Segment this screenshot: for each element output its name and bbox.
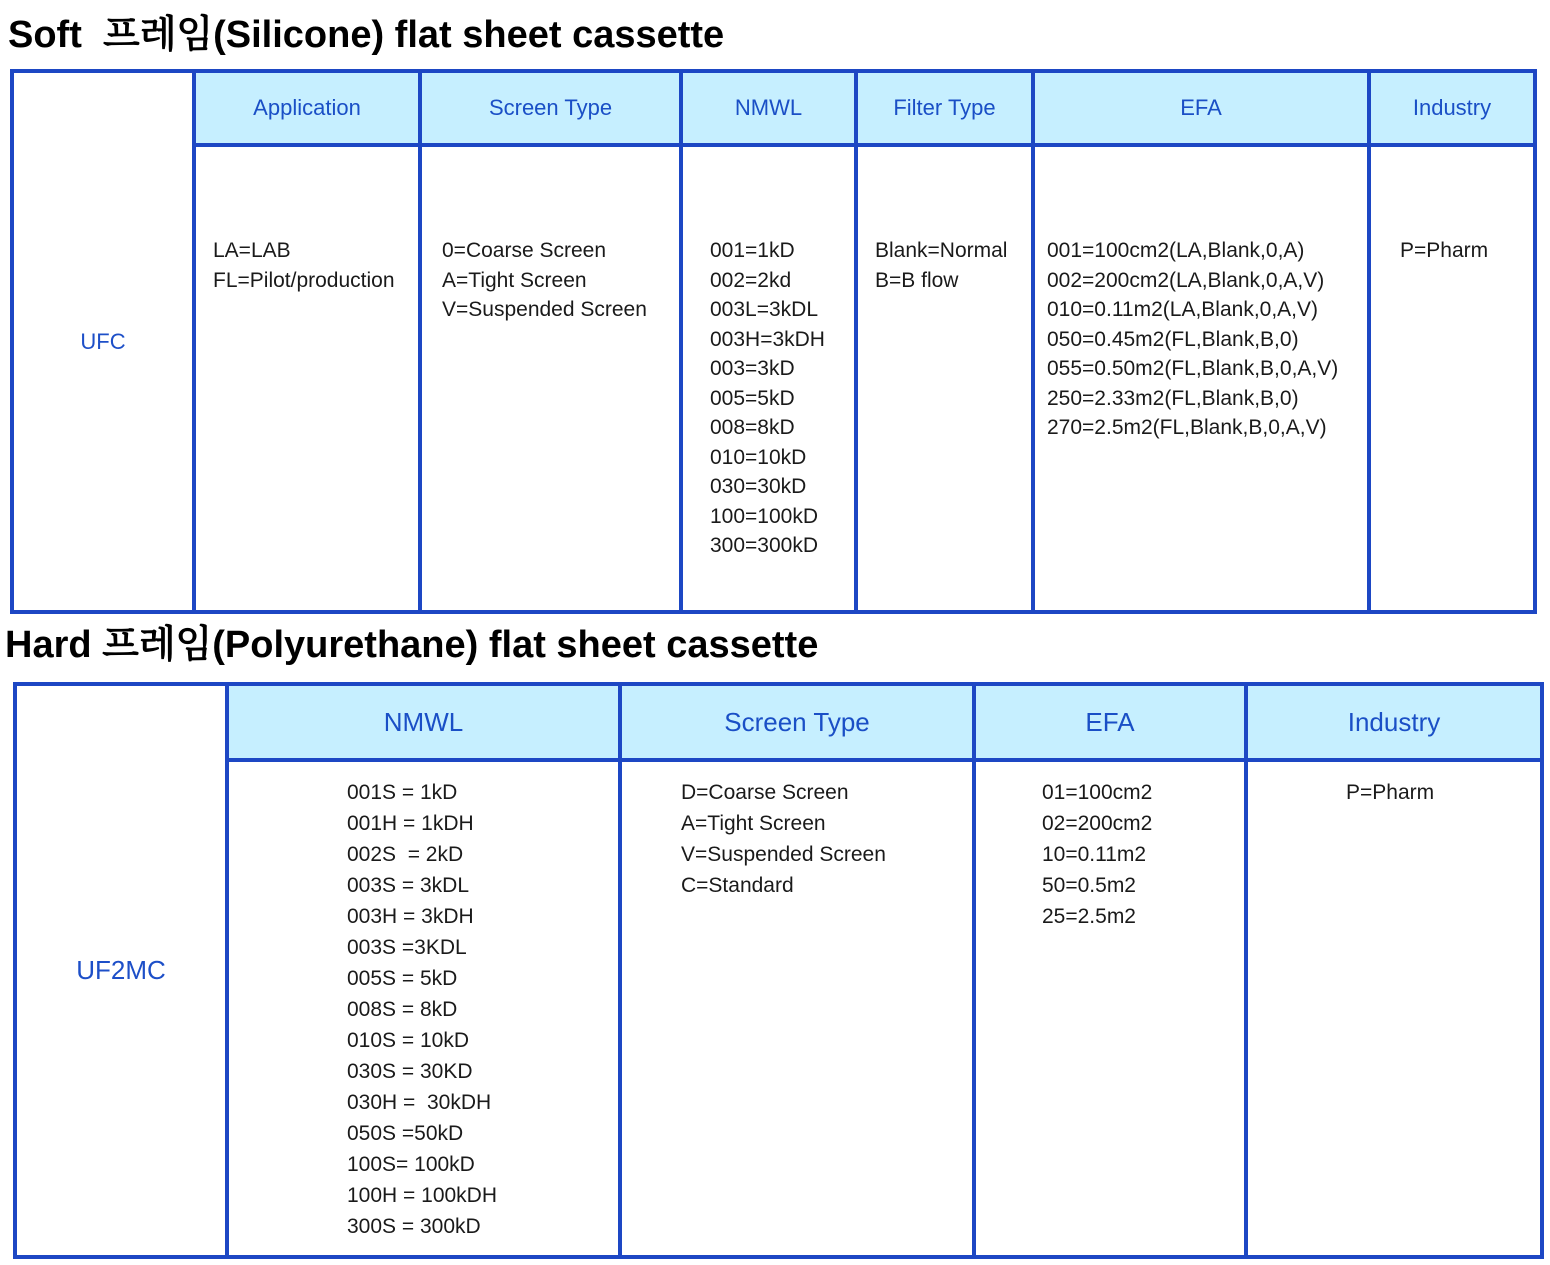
soft-header-efa: EFA xyxy=(1033,71,1369,145)
hard-cassette-table xyxy=(13,682,1544,1259)
soft-nmwl-item: 030=30kD xyxy=(710,475,807,498)
hard-nmwl-item: 300S = 300kD xyxy=(347,1215,481,1238)
soft-nmwl-item: 100=100kD xyxy=(710,504,819,528)
soft-nmwl-item: 010=10kD xyxy=(710,445,807,469)
soft-industry-cell xyxy=(1369,145,1535,612)
hard-header-screen-type: Screen Type xyxy=(620,684,974,760)
hard-efa-item: 10=0.11m2 xyxy=(1042,843,1147,866)
hard-header-row xyxy=(15,684,1542,760)
hard-efa-item: 25=2.5m2 xyxy=(1042,905,1136,928)
soft-filter-type-item: Blank=Normal xyxy=(875,239,1008,262)
soft-header-industry: Industry xyxy=(1369,71,1535,145)
soft-screen-type-item: V=Suspended Screen xyxy=(442,298,647,321)
hard-nmwl-item: 100H = 100kDH xyxy=(347,1184,498,1207)
soft-efa-item: 050=0.45m2(FL,Blank,B,0) xyxy=(1047,327,1299,351)
soft-nmwl-item: 003H=3kDH xyxy=(710,327,825,351)
hard-nmwl-item: 002S = 2kD xyxy=(347,843,464,866)
hard-nmwl-item: 001H = 1kDH xyxy=(347,812,474,835)
hard-nmwl-item: 003H = 3kDH xyxy=(347,905,474,928)
hard-nmwl-item: 001S = 1kD xyxy=(347,781,458,804)
hard-header-nmwl: NMWL xyxy=(227,684,620,760)
hard-screen-type-item: C=Standard xyxy=(681,874,794,897)
hard-product-code: UF2MC xyxy=(15,684,227,1257)
soft-filter-type-cell xyxy=(856,145,1033,612)
hard-screen-type-cell xyxy=(620,760,974,1257)
soft-efa-item: 055=0.50m2(FL,Blank,B,0,A,V) xyxy=(1047,357,1339,380)
soft-header-filter-type: Filter Type xyxy=(856,71,1033,145)
soft-application-cell xyxy=(194,145,420,612)
hard-nmwl-item: 100S= 100kD xyxy=(347,1153,475,1176)
hard-nmwl-item: 030H = 30kDH xyxy=(347,1091,492,1114)
soft-efa-item: 270=2.5m2(FL,Blank,B,0,A,V) xyxy=(1047,416,1327,439)
hard-nmwl-item: 005S = 5kD xyxy=(347,967,458,990)
hard-efa-cell xyxy=(974,760,1246,1257)
hard-header-efa: EFA xyxy=(974,684,1246,760)
hard-efa-item: 50=0.5m2 xyxy=(1042,874,1136,897)
soft-efa-cell xyxy=(1033,145,1369,612)
hard-industry-item: P=Pharm xyxy=(1346,781,1435,804)
soft-nmwl-item: 001=1kD xyxy=(710,239,795,262)
soft-nmwl-item: 003L=3kDL xyxy=(710,298,819,321)
soft-nmwl-item: 002=2kd xyxy=(710,268,792,292)
soft-screen-type-item: A=Tight Screen xyxy=(442,268,587,292)
soft-header-screen-type: Screen Type xyxy=(420,71,681,145)
hard-nmwl-cell xyxy=(227,760,620,1257)
soft-application-item: LA=LAB xyxy=(213,239,291,262)
soft-screen-type-item: 0=Coarse Screen xyxy=(442,239,607,262)
soft-nmwl-item: 003=3kD xyxy=(710,357,795,380)
soft-efa-item: 001=100cm2(LA,Blank,0,A) xyxy=(1047,239,1305,262)
soft-body-row xyxy=(12,145,1535,612)
soft-product-code: UFC xyxy=(12,71,194,612)
hard-nmwl-item: 010S = 10kD xyxy=(347,1029,470,1052)
hard-nmwl-item: 008S = 8kD xyxy=(347,998,458,1021)
soft-nmwl-cell xyxy=(681,145,856,612)
soft-cassette-title: Soft 프레임(Silicone) flat sheet cassette xyxy=(8,14,725,56)
hard-nmwl-item: 003S = 3kDL xyxy=(347,874,470,897)
soft-efa-item: 002=200cm2(LA,Blank,0,A,V) xyxy=(1047,268,1325,292)
soft-header-nmwl: NMWL xyxy=(681,71,856,145)
soft-efa-item: 010=0.11m2(LA,Blank,0,A,V) xyxy=(1047,298,1319,321)
hard-efa-item: 01=100cm2 xyxy=(1042,781,1153,804)
hard-cassette-title: Hard 프레임(Polyurethane) flat sheet cassette xyxy=(5,624,819,666)
soft-efa-item: 250=2.33m2(FL,Blank,B,0) xyxy=(1047,386,1299,410)
hard-screen-type-item: D=Coarse Screen xyxy=(681,781,849,804)
soft-nmwl-item: 005=5kD xyxy=(710,386,795,410)
soft-header-application: Application xyxy=(194,71,420,145)
hard-nmwl-item: 050S =50kD xyxy=(347,1122,464,1145)
soft-header-row xyxy=(12,71,1535,145)
hard-screen-type-item: V=Suspended Screen xyxy=(681,843,886,866)
soft-nmwl-item: 300=300kD xyxy=(710,534,819,557)
soft-screen-type-cell xyxy=(420,145,681,612)
hard-header-industry: Industry xyxy=(1246,684,1542,760)
soft-filter-type-item: B=B flow xyxy=(875,268,959,292)
hard-nmwl-item: 003S =3KDL xyxy=(347,936,467,959)
soft-application-item: FL=Pilot/production xyxy=(213,268,395,292)
soft-cassette-table xyxy=(10,69,1537,614)
soft-nmwl-item: 008=8kD xyxy=(710,416,795,439)
hard-nmwl-item: 030S = 30KD xyxy=(347,1060,473,1083)
hard-efa-item: 02=200cm2 xyxy=(1042,812,1153,835)
hard-body-row xyxy=(15,760,1542,1257)
hard-industry-cell xyxy=(1246,760,1542,1257)
hard-screen-type-item: A=Tight Screen xyxy=(681,812,826,835)
soft-industry-item: P=Pharm xyxy=(1400,239,1489,262)
